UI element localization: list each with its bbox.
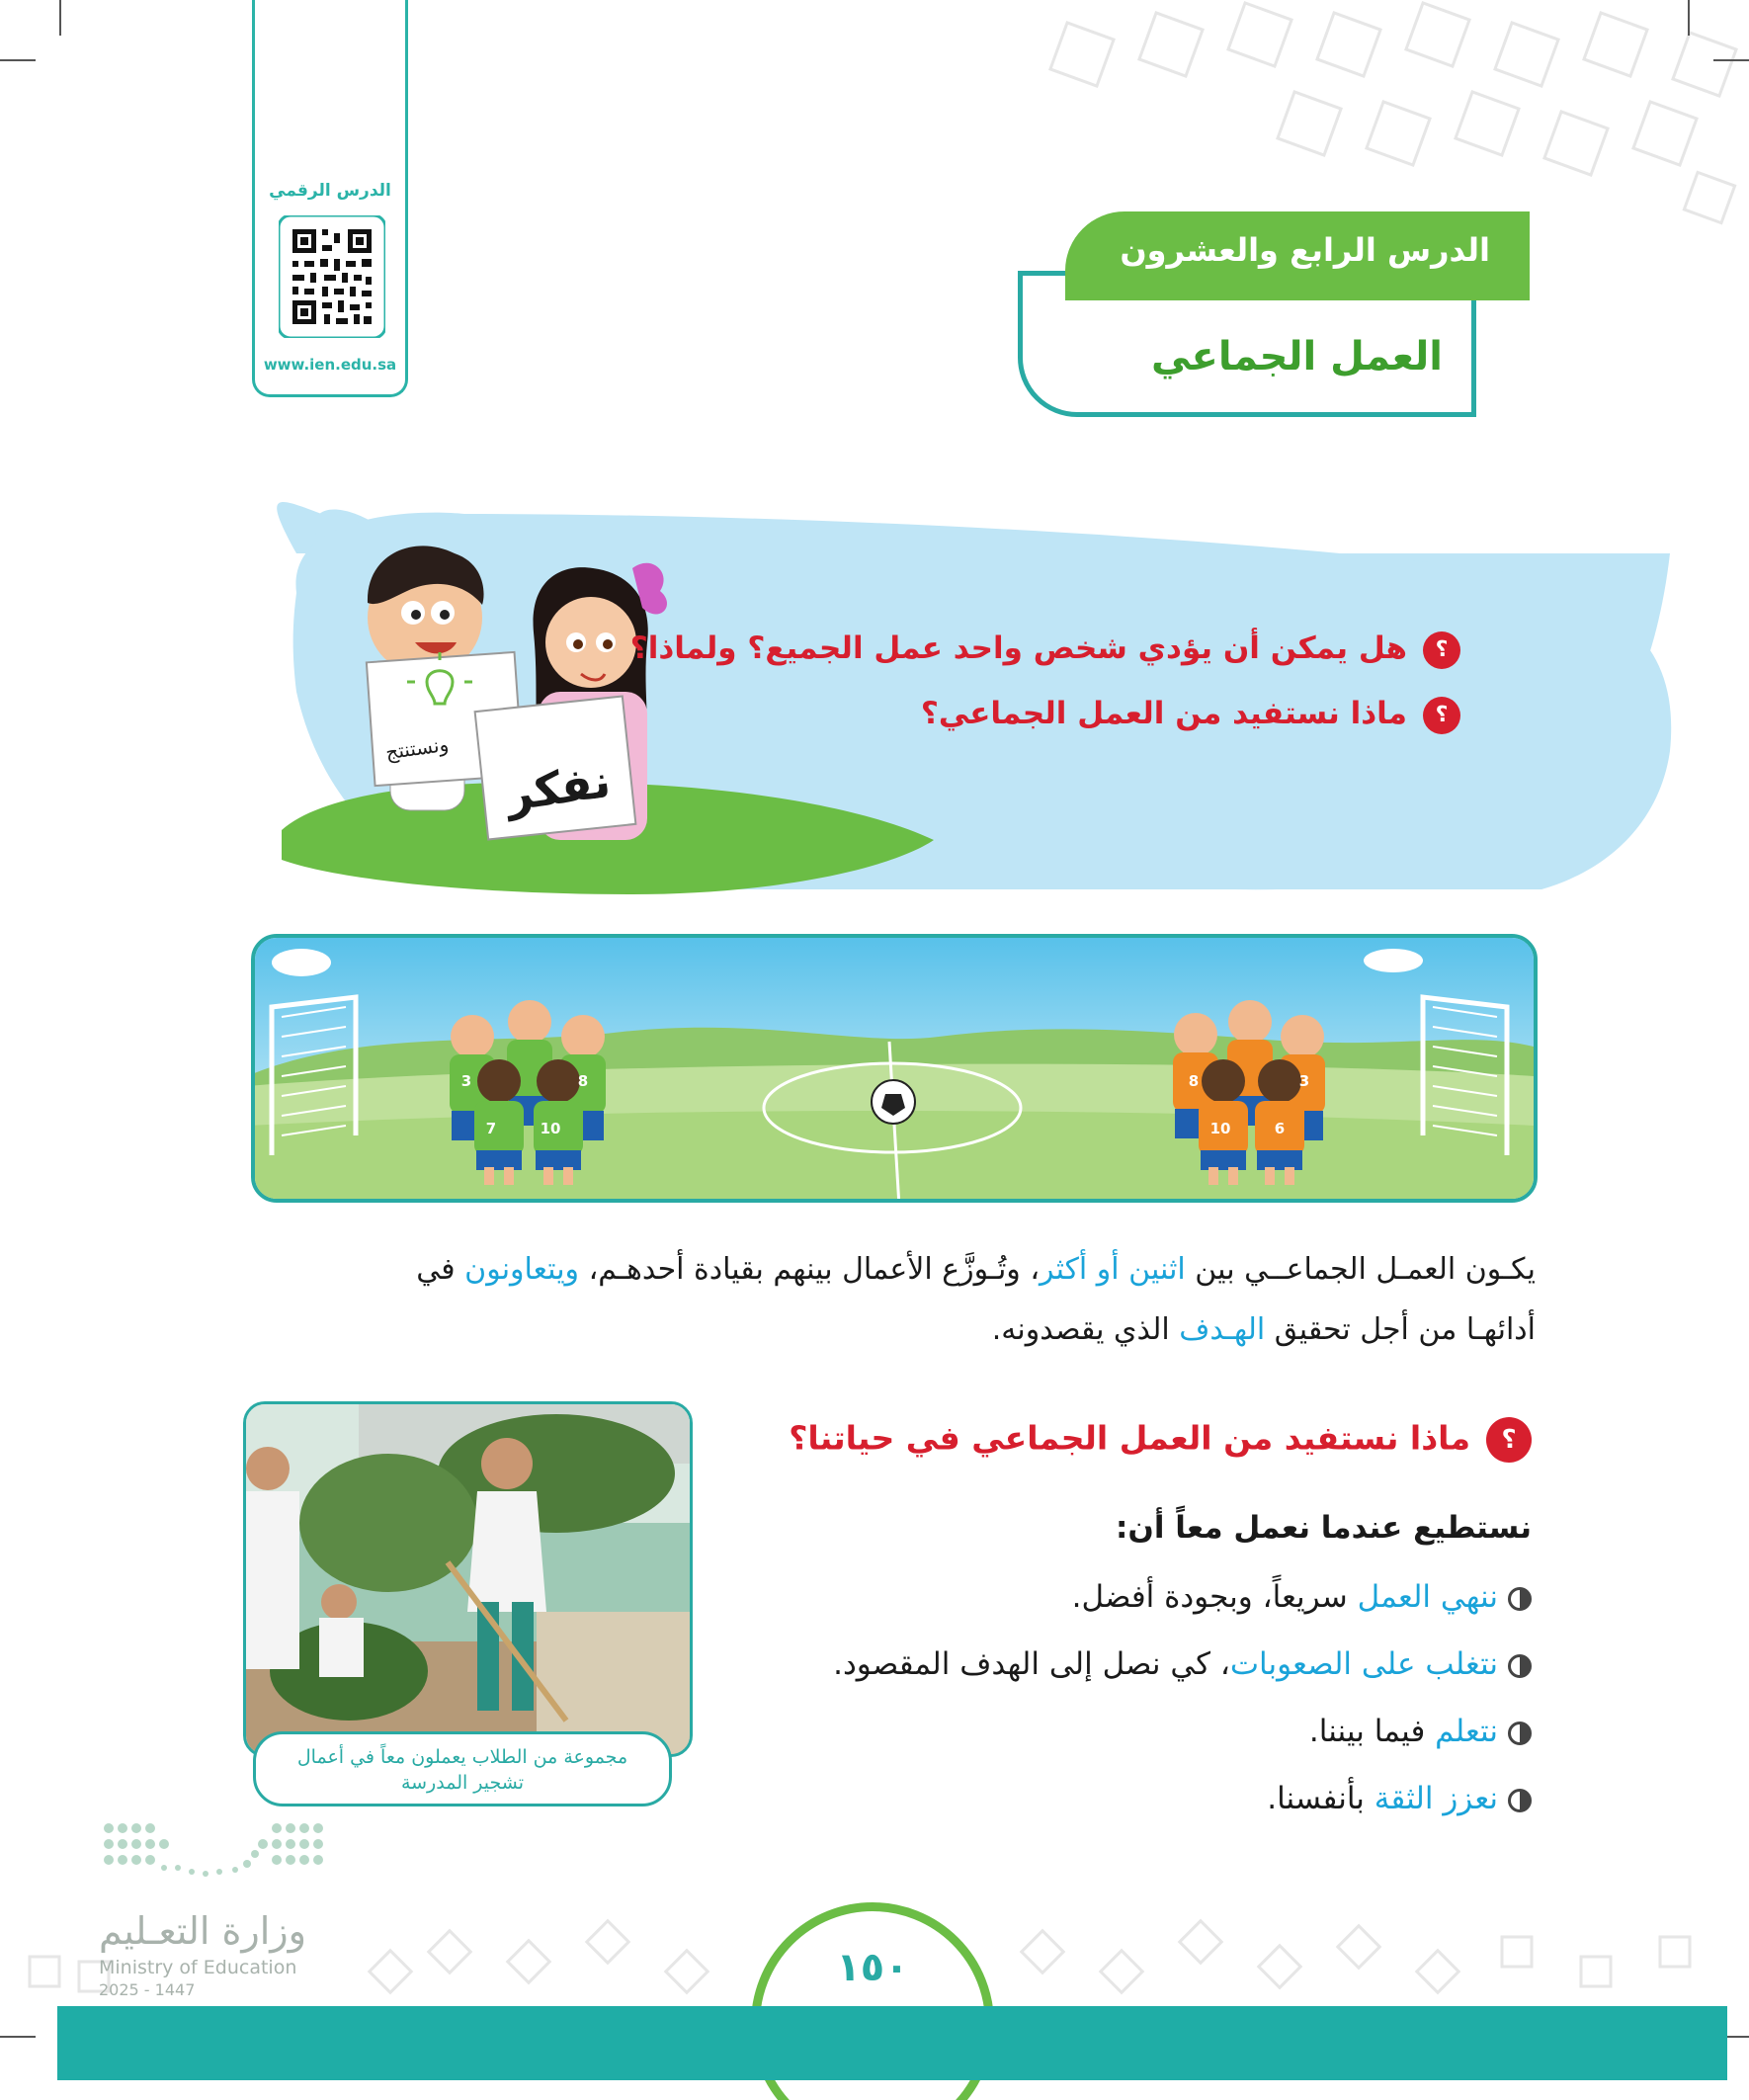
page-number: ١٥٠ bbox=[836, 1945, 909, 1990]
benefits-intro: نستطيع عندما نعمل معاً أن: bbox=[1115, 1510, 1532, 1546]
edition-year: 2025 - 1447 bbox=[99, 1980, 196, 1999]
definition-paragraph-line2: أدائهـا من أجل تحقيق الهـدف الذي يقصدونه. bbox=[991, 1312, 1536, 1347]
students-planting-photo bbox=[243, 1401, 693, 1757]
benefit-item: ننهي العمل سريعاً، وبجودة أفضل. bbox=[1072, 1579, 1532, 1615]
benefit-item: نتعلم فيما بيننا. bbox=[1309, 1714, 1532, 1749]
ministry-name-english: Ministry of Education bbox=[99, 1957, 297, 1978]
benefits-question: ؟ماذا نستفيد من العمل الجماعي في حياتنا؟ bbox=[789, 1417, 1532, 1463]
jersey-number: 3 bbox=[1298, 1072, 1310, 1090]
jersey-number: 10 bbox=[1209, 1120, 1231, 1137]
half-circle-bullet-icon bbox=[1508, 1654, 1532, 1678]
lesson-title: العمل الجماعي bbox=[1151, 334, 1443, 379]
benefit-item: نعزز الثقة بأنفسنا. bbox=[1267, 1781, 1532, 1816]
jersey-number: 6 bbox=[1274, 1120, 1286, 1137]
crop-mark bbox=[0, 2036, 36, 2038]
jersey-number: 3 bbox=[460, 1072, 472, 1090]
jersey-number: 8 bbox=[1188, 1072, 1200, 1090]
half-circle-bullet-icon bbox=[1508, 1587, 1532, 1611]
half-circle-bullet-icon bbox=[1508, 1789, 1532, 1812]
website-url-link[interactable]: www.ien.edu.sa bbox=[263, 356, 397, 374]
question-bullet-icon: ؟ bbox=[1423, 631, 1460, 669]
ministry-logo-icon bbox=[99, 1818, 326, 1897]
football-field-illustration bbox=[251, 938, 1534, 1203]
jersey-number: 10 bbox=[540, 1120, 561, 1137]
think-question-2: ؟ماذا نستفيد من العمل الجماعي؟ bbox=[921, 696, 1460, 734]
jersey-number: 7 bbox=[485, 1120, 497, 1137]
jersey-number: 8 bbox=[577, 1072, 589, 1090]
question-bullet-icon: ؟ bbox=[1486, 1417, 1532, 1463]
football-teams-banner bbox=[251, 934, 1538, 1203]
think-cloud-illustration bbox=[0, 0, 1749, 909]
footer-bar-overlay bbox=[57, 2006, 1727, 2080]
highlight-cooperate: ويتعاونون bbox=[464, 1252, 580, 1287]
definition-paragraph: يكـون العمـل الجماعــي بين اثنين أو أكثر، وتُـوزَّع الأعمال بينهم بقيادة أحدهـم، ويتعاونون في bbox=[416, 1252, 1536, 1287]
highlight-two-or-more: اثنين أو أكثر bbox=[1040, 1252, 1186, 1287]
benefit-item: نتغلب على الصعوبات، كي نصل إلى الهدف المقصود. bbox=[833, 1646, 1532, 1682]
sign-conclude-text: ونستنتج bbox=[383, 731, 451, 765]
half-circle-bullet-icon bbox=[1508, 1722, 1532, 1745]
ministry-name-arabic: وزارة التعـليم bbox=[99, 1909, 307, 1953]
photo-caption: مجموعة من الطلاب يعملون معاً في أعمال تشجير المدرسة bbox=[253, 1731, 672, 1806]
highlight-goal: الهـدف bbox=[1179, 1312, 1266, 1347]
question-bullet-icon: ؟ bbox=[1423, 697, 1460, 734]
digital-lesson-label: الدرس الرقمي bbox=[269, 181, 391, 201]
think-question-1: ؟هل يمكن أن يؤدي شخص واحد عمل الجميع؟ ولماذا؟ bbox=[630, 630, 1460, 669]
lesson-number: الدرس الرابع والعشرون bbox=[1120, 231, 1490, 269]
sign-think-text: نفكر bbox=[502, 753, 614, 822]
